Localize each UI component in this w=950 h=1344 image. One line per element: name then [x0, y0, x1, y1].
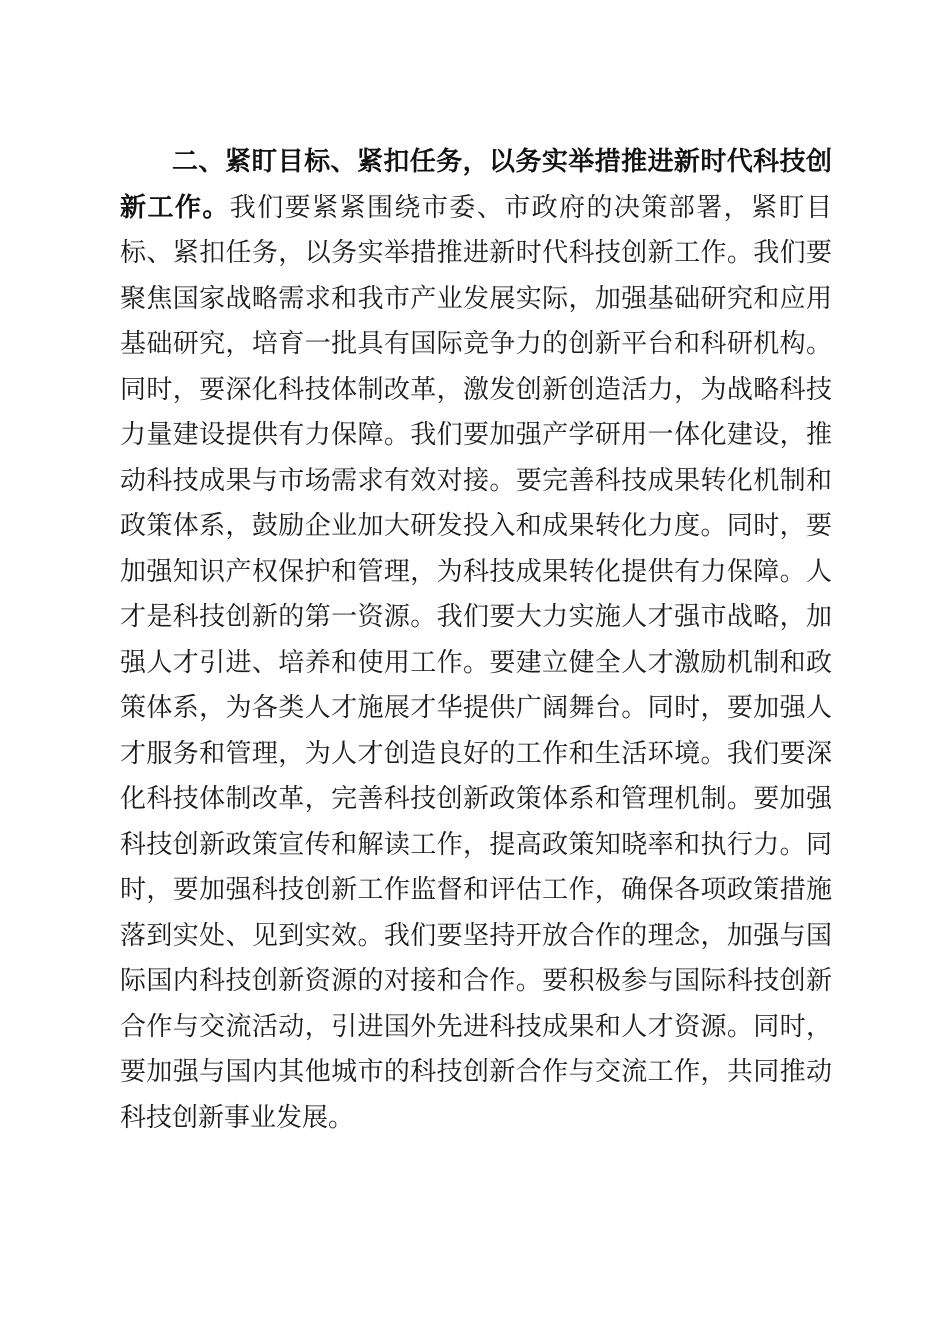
paragraph-text: 我们要紧紧围绕市委、市政府的决策部署，紧盯目标、紧扣任务，以务实举措推进新时代科技创新工作。我们要聚焦国家战略需求和我市产业发展实际，加强基础研究和应用基础研究，培育一批具有国际竞争力的创新平台和科研机构。同时，要深化科技体制改革，激发创新创造活力，为战略科技力量建设提供有力保障。我们要加强产学研用一体化建设，推动科技成果与市场需求有效对接。要完善科技成果转化机制和政策体系，鼓励企业加大研发投入和成果转化力度。同时，要加强知识产权保护和管理，为科技成果转化提供有力保障。人才是科技创新的第一资源。我们要大力实施人才强市战略，加强人才引进、培养和使用工作。要建立健全人才激励机制和政策体系，为各类人才施展才华提供广阔舞台。同时，要加强人才服务和管理，为人才创造良好的工作和生活环境。我们要深化科技体制改革，完善科技创新政策体系和管理机制。要加强科技创新政策宣传和解读工作，提高政策知晓率和执行力。同时，要加强科技创新工作监督和评估工作，确保各项政策措施落到实处、见到实效。我们要坚持开放合作的理念，加强与国际国内科技创新资源的对接和合作。要积极参与国际科技创新合作与交流活动，引进国外先进科技成果和人才资源。同时，要加强与国内其他城市的科技创新合作与交流工作，共同推动科技创新事业发展。: [120, 192, 832, 1133]
body-paragraph: [120, 140, 832, 1141]
section-heading: 二、紧盯目标、紧扣任务，以务实举措推进新时代科技创新工作。: [120, 147, 832, 223]
